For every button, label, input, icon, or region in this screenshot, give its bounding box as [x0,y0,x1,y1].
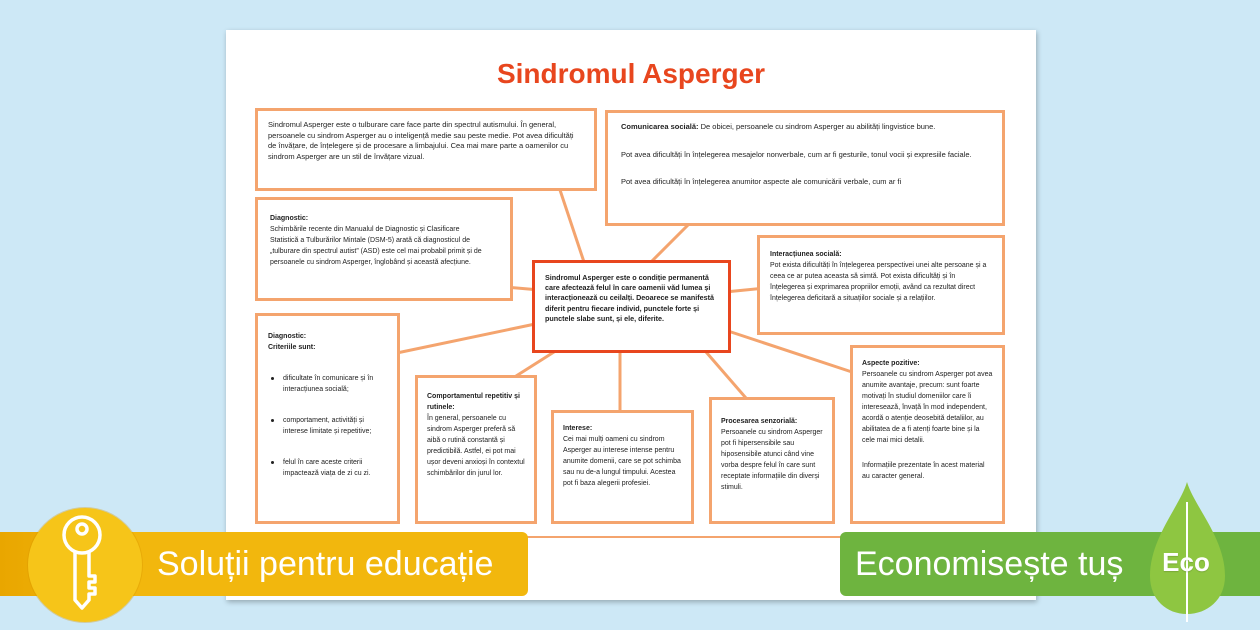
connector-diagnosis-criteria [392,323,540,354]
connector-positive-aspects [725,330,858,374]
central-idea-text: Sindromul Asperger este o condiție permanentă care afectează felul în care oamenii văd lumea și interacționează cu ceilalți. Deoarece se manifestă diferit pentru fiecare individ, punctele forte și punctele slabe sunt, și ele, diferite. [545,273,714,323]
bullet-dot-icon [271,377,274,380]
criteria-list [268,373,387,479]
social-communication-paragraph: Pot avea dificultăți în înțelegerea anumitor aspecte ale comunicării verbale, cum ar fi [621,177,902,186]
eco-label: Eco [1162,547,1210,577]
diagnosis-dsm-text: Schimbările recente din Manualul de Diagnostic și Clasificare Statistică a Tulburărilor Mintale (DSM-5) arată că diagnosticul de „tulburare din spectrul autist” (ASD) este cel mai probabil primit și de persoanele cu sindrom Asperger, înglobând și această afecțiune. [270,226,482,266]
disclaimer-note: Informațiile prezentate în acest material au caracter general. [862,462,985,480]
box-positive-aspects [850,345,1005,524]
criteria-item [268,415,387,437]
box-central-idea [532,260,731,353]
social-interaction-heading: Interacțiunea socială: [770,251,842,258]
diagnosis-dsm-heading: Diagnostic: [270,215,309,222]
page-title: Sindromul Asperger [496,58,766,89]
key-icon [28,508,142,622]
social-communication-paragraph: Pot avea dificultăți în înțelegerea mesajelor nonverbale, cum ar fi gesturile, tonul vocii și expresiile faciale. [621,149,972,159]
diagnosis-criteria-heading: Diagnostic: [268,333,307,340]
box-intro [255,108,597,191]
positive-aspects-text: Persoanele cu sindrom Asperger pot avea anumite avantaje, precum: sunt foarte motivați în studiul domeniilor care îi interesează, învață în mod independent, acordă o atenție deosebită detaliilor, au abilitatea de a fi atenți foarte bine și la cele mai mici detalii. [862,371,993,444]
sensory-processing-text: Persoanele cu sindrom Asperger pot fi hipersensibile sau hiposensibile atunci când vine vorba despre felul în care sunt receptate informațiile din diverși stimuli. [721,429,823,491]
box-sensory-processing [709,397,835,524]
box-social-interaction [757,235,1005,335]
social-communication-lead-text: De obicei, persoanele cu sindrom Asperger au abilități lingvistice bune. [700,122,936,131]
social-interaction-text: Pot exista dificultăți în înțelegerea perspectivei unei alte persoane și a ceea ce ar putea aceasta să simtă. Pot exista dificultăți și în înțelegerea și exprimarea propriilor emoții, având ca rezultat direct înțelegerea deficitară a situațiilor sociale și a relațiilor. [770,262,987,302]
connector-sensory-processing [700,345,752,405]
positive-aspects-heading: Aspecte pozitive: [862,360,920,367]
box-social-communication [605,110,1005,226]
connector-intro [558,184,586,268]
intro-text: Sindromul Asperger este o tulburare care face parte din spectrul autismului. În general, persoanele cu sindrom Asperger au o inteligență medie sau peste medie. Pot avea dificultăți de învățare, de înțelegere și de procesare a limbajului. Cea mai mare parte a oamenilor cu sindrom Asperger are un stil de învățare vizual. [268,120,574,161]
criteria-item [268,373,387,395]
criteria-item [268,457,387,479]
interests-heading: Interese: [563,425,593,432]
box-interests [551,410,694,524]
box-diagnosis-dsm [255,197,513,301]
diagnosis-criteria-subheading: Criteriile sunt: [268,344,316,351]
bullet-dot-icon [271,419,274,422]
repetitive-behaviour-text: În general, persoanele cu sindrom Asperger preferă să aibă o rutină constantă și predictibilă. Astfel, ei pot mai ușor deveni anxioși în contextul schimbărilor din jurul lor. [427,415,525,477]
criteria-item-text: dificultate în comunicare și în interacțiunea socială; [283,375,374,393]
ink-saving-label: Economisește tuș [855,545,1124,583]
criteria-item-text: felul în care aceste criterii impactează viața de zi cu zi. [283,459,371,477]
social-communication-lead [621,122,989,133]
social-communication-heading: Comunicarea socială: [621,122,699,131]
key-badge [28,508,142,622]
repetitive-behaviour-heading: Comportamentul repetitiv și rutinele: [427,393,520,411]
interests-text: Cei mai mulți oameni cu sindrom Asperger au interese intense pentru anumite domenii, care se pot schimba sau nu de-a lungul timpului. Acestea pot fi baza alegerii profesiei. [563,436,681,487]
box-diagnosis-criteria [255,313,400,524]
bullet-dot-icon [271,461,274,464]
box-repetitive-behaviour [415,375,537,524]
criteria-item-text: comportament, activități și interese limitate și repetitive; [283,417,372,435]
education-solutions-label: Soluții pentru educație [157,545,494,583]
sensory-processing-heading: Procesarea senzorială: [721,418,798,425]
